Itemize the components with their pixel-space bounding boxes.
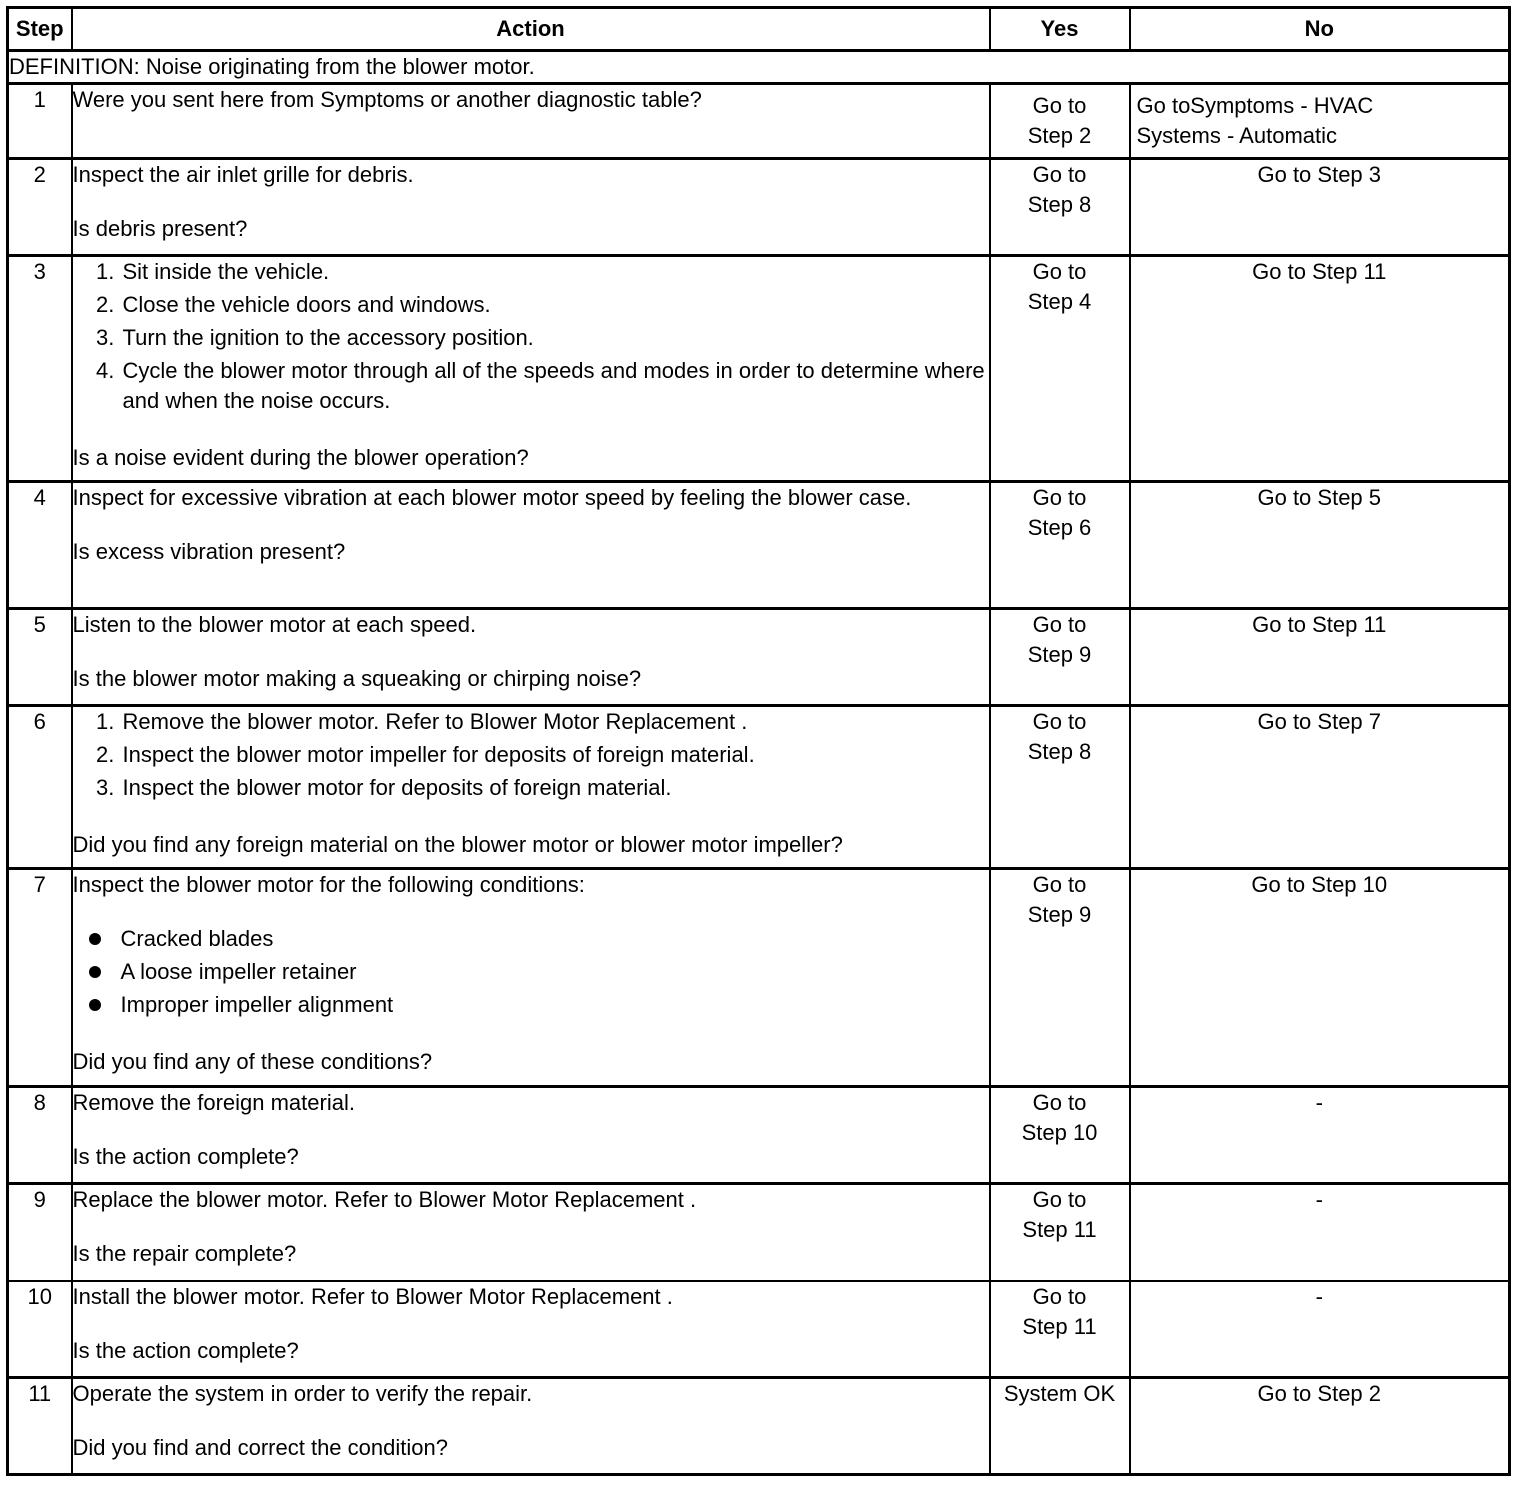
yes-text-line-1: Go to — [1032, 162, 1087, 187]
action-text: Were you sent here from Symptoms or another diagnostic table? — [72, 87, 702, 112]
step-number: 3 — [8, 256, 72, 482]
yes-text-line-1: Go to — [1032, 1283, 1087, 1309]
action-text: Install the blower motor. Refer to Blower Motor Replacement . — [72, 1283, 673, 1309]
step-number: 10 — [8, 1281, 72, 1378]
yes-cell — [990, 1281, 1130, 1378]
action-cell — [72, 869, 990, 1087]
question-text: Is the repair complete? — [72, 1241, 297, 1266]
no-link-line-2[interactable]: Systems - Automatic — [1136, 123, 1338, 148]
yes-text-line-1: System OK — [1003, 1381, 1116, 1406]
step-number: 5 — [8, 609, 72, 706]
action-text: Inspect the blower motor for the following conditions: — [72, 872, 585, 897]
table-row-step-4 — [8, 482, 1510, 609]
table-row-step-10 — [8, 1281, 1510, 1378]
condition-item: Improper impeller alignment — [121, 990, 989, 1020]
question-text: Did you find any of these conditions? — [72, 1049, 433, 1074]
yes-text-line-1: Go to — [1032, 1187, 1087, 1212]
instruction-item: 1. Remove the blower motor. Refer to Blower Motor Replacement . — [121, 707, 989, 737]
question-text: Is a noise evident during the blower operation? — [72, 445, 529, 470]
no-cell: - — [1130, 1281, 1510, 1378]
numbered-instructions — [73, 257, 989, 416]
action-cell — [72, 1378, 990, 1475]
yes-text-line-1: Go to — [1032, 709, 1087, 734]
header-step: Step — [8, 8, 72, 51]
action-text: Replace the blower motor. Refer to Blower Motor Replacement . — [72, 1187, 697, 1212]
action-cell — [72, 1087, 990, 1184]
table-row-step-2 — [8, 159, 1510, 256]
no-link-line-1[interactable]: Go toSymptoms - HVAC — [1136, 93, 1374, 118]
action-text: Remove the foreign material. — [72, 1090, 355, 1115]
step-number: 7 — [8, 869, 72, 1087]
step-number: 11 — [8, 1378, 72, 1475]
action-text: Inspect the air inlet grille for debris. — [72, 162, 414, 187]
yes-text-line-1: Go to — [1032, 1090, 1087, 1115]
diagnostic-table-container — [6, 6, 1508, 1476]
yes-text-line-1: Go to — [1032, 259, 1087, 284]
yes-text-line-1: Go to — [1032, 612, 1087, 637]
yes-cell — [990, 609, 1130, 706]
blower-motor-noise-diagnostic-table — [6, 6, 1511, 1476]
action-cell — [72, 256, 990, 482]
instruction-item: 4. Cycle the blower motor through all of the speeds and modes in order to determine where and when the noise occurs. — [121, 356, 989, 416]
condition-item: Cracked blades — [121, 924, 989, 954]
yes-text-line-2: Step 8 — [1027, 192, 1092, 217]
instruction-item: 3. Inspect the blower motor for deposits of foreign material. — [121, 773, 989, 803]
table-row-step-6 — [8, 706, 1510, 869]
no-cell: Go to Step 10 — [1130, 869, 1510, 1087]
table-row-step-1 — [8, 84, 1510, 159]
yes-cell — [990, 84, 1130, 159]
question-text: Did you find and correct the condition? — [72, 1435, 448, 1460]
yes-text-line-1: Go to — [1032, 485, 1087, 510]
action-cell — [72, 706, 990, 869]
yes-text-line-1: Go to — [1032, 872, 1087, 897]
step-number: 9 — [8, 1184, 72, 1281]
step-number: 4 — [8, 482, 72, 609]
definition-text: DEFINITION: Noise originating from the blower motor. — [8, 51, 1510, 84]
action-cell — [72, 482, 990, 609]
question-text: Is debris present? — [72, 216, 248, 241]
question-text: Is the action complete? — [72, 1144, 299, 1169]
step-number: 1 — [8, 84, 72, 159]
yes-text-line-2: Step 10 — [1021, 1120, 1098, 1145]
yes-text-line-2: Step 11 — [1022, 1217, 1097, 1242]
no-cell: Go to Step 11 — [1130, 609, 1510, 706]
no-cell: Go to Step 11 — [1130, 256, 1510, 482]
yes-cell — [990, 256, 1130, 482]
instruction-item: 1. Sit inside the vehicle. — [121, 257, 989, 287]
action-cell — [72, 1281, 990, 1378]
yes-cell — [990, 482, 1130, 609]
action-cell — [72, 1184, 990, 1281]
question-text: Is the blower motor making a squeaking or chirping noise? — [72, 666, 642, 691]
header-no: No — [1130, 8, 1510, 51]
yes-text-line-1: Go to — [1032, 93, 1087, 118]
question-text: Did you find any foreign material on the blower motor or blower motor impeller? — [72, 832, 843, 857]
condition-item: A loose impeller retainer — [121, 957, 989, 987]
yes-text-line-2: Step 2 — [1027, 123, 1092, 148]
no-cell: - — [1130, 1184, 1510, 1281]
no-cell — [1130, 84, 1510, 159]
action-cell — [72, 609, 990, 706]
no-cell: Go to Step 5 — [1130, 482, 1510, 609]
action-text: Listen to the blower motor at each speed. — [72, 612, 477, 637]
yes-cell — [990, 1378, 1130, 1475]
yes-text-line-2: Step 9 — [1027, 902, 1092, 927]
question-text: Is excess vibration present? — [72, 539, 346, 564]
step-number: 8 — [8, 1087, 72, 1184]
no-cell: Go to Step 3 — [1130, 159, 1510, 256]
no-cell: - — [1130, 1087, 1510, 1184]
header-row — [8, 8, 1510, 51]
yes-cell — [990, 159, 1130, 256]
table-row-step-8 — [8, 1087, 1510, 1184]
yes-text-line-2: Step 6 — [1027, 515, 1092, 540]
table-row-step-7 — [8, 869, 1510, 1087]
yes-cell — [990, 706, 1130, 869]
action-cell — [72, 84, 990, 159]
action-text: Operate the system in order to verify the repair. — [72, 1381, 533, 1406]
yes-text-line-2: Step 4 — [1027, 289, 1092, 314]
yes-cell — [990, 1087, 1130, 1184]
instruction-item: 2. Close the vehicle doors and windows. — [121, 290, 989, 320]
yes-cell — [990, 869, 1130, 1087]
table-row-step-9 — [8, 1184, 1510, 1281]
header-yes: Yes — [990, 8, 1130, 51]
definition-row — [8, 51, 1510, 84]
yes-text-line-2: Step 9 — [1027, 642, 1092, 667]
no-cell: Go to Step 2 — [1130, 1378, 1510, 1475]
table-row-step-5 — [8, 609, 1510, 706]
numbered-instructions — [73, 707, 989, 803]
table-row-step-3 — [8, 256, 1510, 482]
yes-text-line-2: Step 11 — [1022, 1313, 1097, 1339]
action-text: Inspect for excessive vibration at each blower motor speed by feeling the blower case. — [72, 485, 912, 510]
instruction-item: 2. Inspect the blower motor impeller for deposits of foreign material. — [121, 740, 989, 770]
yes-text-line-2: Step 8 — [1027, 739, 1092, 764]
header-action: Action — [72, 8, 990, 51]
question-text: Is the action complete? — [72, 1337, 299, 1363]
action-cell — [72, 159, 990, 256]
table-row-step-11 — [8, 1378, 1510, 1475]
bulleted-conditions — [73, 924, 989, 1020]
yes-cell — [990, 1184, 1130, 1281]
step-number: 2 — [8, 159, 72, 256]
instruction-item: 3. Turn the ignition to the accessory position. — [121, 323, 989, 353]
no-cell: Go to Step 7 — [1130, 706, 1510, 869]
step-number: 6 — [8, 706, 72, 869]
